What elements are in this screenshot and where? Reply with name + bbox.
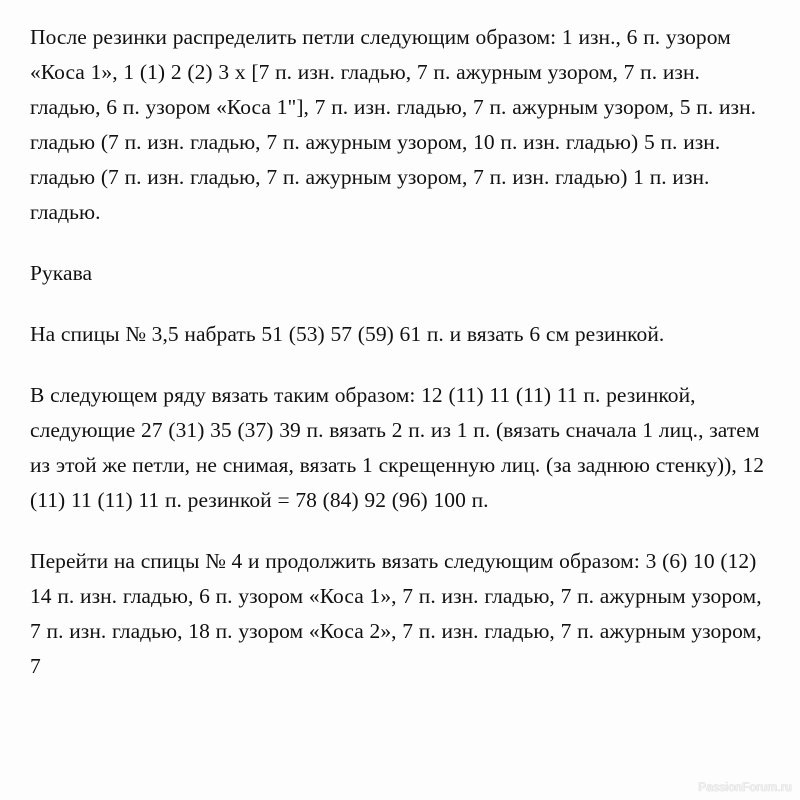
- paragraph-spacer: [30, 304, 775, 317]
- paragraph-switch-needles-instructions: Перейти на спицы № 4 и продолжить вязать следующим образом: 3 (6) 10 (12) 14 п. изн. гладью, 6 п. узором «Коса 1», 7 п. изн. гладью, 7 п. ажурным узором, 7 п. изн. гладью, 18 п. узором «Коса 2», 7 п. изн. гладью, 7 п. ажурным узором, 7: [30, 549, 762, 678]
- paragraph-cast-on-instructions: На спицы № 3,5 набрать 51 (53) 57 (59) 61 п. и вязать 6 см резинкой.: [30, 322, 665, 346]
- paragraph-spacer: [30, 365, 775, 378]
- paragraph-sleeves-heading: Рукава: [30, 261, 93, 285]
- paragraph-next-row-instructions: В следующем ряду вязать таким образом: 12 (11) 11 (11) 11 п. резинкой, следующие 27 (31) 35 (37) 39 п. вязать 2 п. из 1 п. (вязать сначала 1 лиц., затем из этой же петли, не снимая, вязать 1 скрещенную лиц. (за заднюю стенку)), 12 (11) 11 (11) 11 п. резинкой = 78 (84) 92 (96) 100 п.: [30, 383, 765, 512]
- site-watermark: PassionForum.ru: [698, 782, 792, 794]
- paragraph-distribution-instructions: После резинки распределить петли следующим образом: 1 изн., 6 п. узором «Коса 1», 1 (1) 2 (2) 3 х [7 п. изн. гладью, 7 п. ажурным узором, 7 п. изн. гладью, 6 п. узором «Коса 1"], 7 п. изн. гладью, 7 п. ажурным узором, 5 п. изн. гладью (7 п. изн. гладью, 7 п. ажурным узором, 10 п. изн. гладью) 5 п. изн. гладью (7 п. изн. гладью, 7 п. ажурным узором, 7 п. изн. гладью) 1 п. изн. гладью.: [30, 25, 757, 224]
- document-text-column: [30, 20, 775, 697]
- paragraph-spacer: [30, 243, 775, 256]
- paragraph-spacer: [30, 531, 775, 544]
